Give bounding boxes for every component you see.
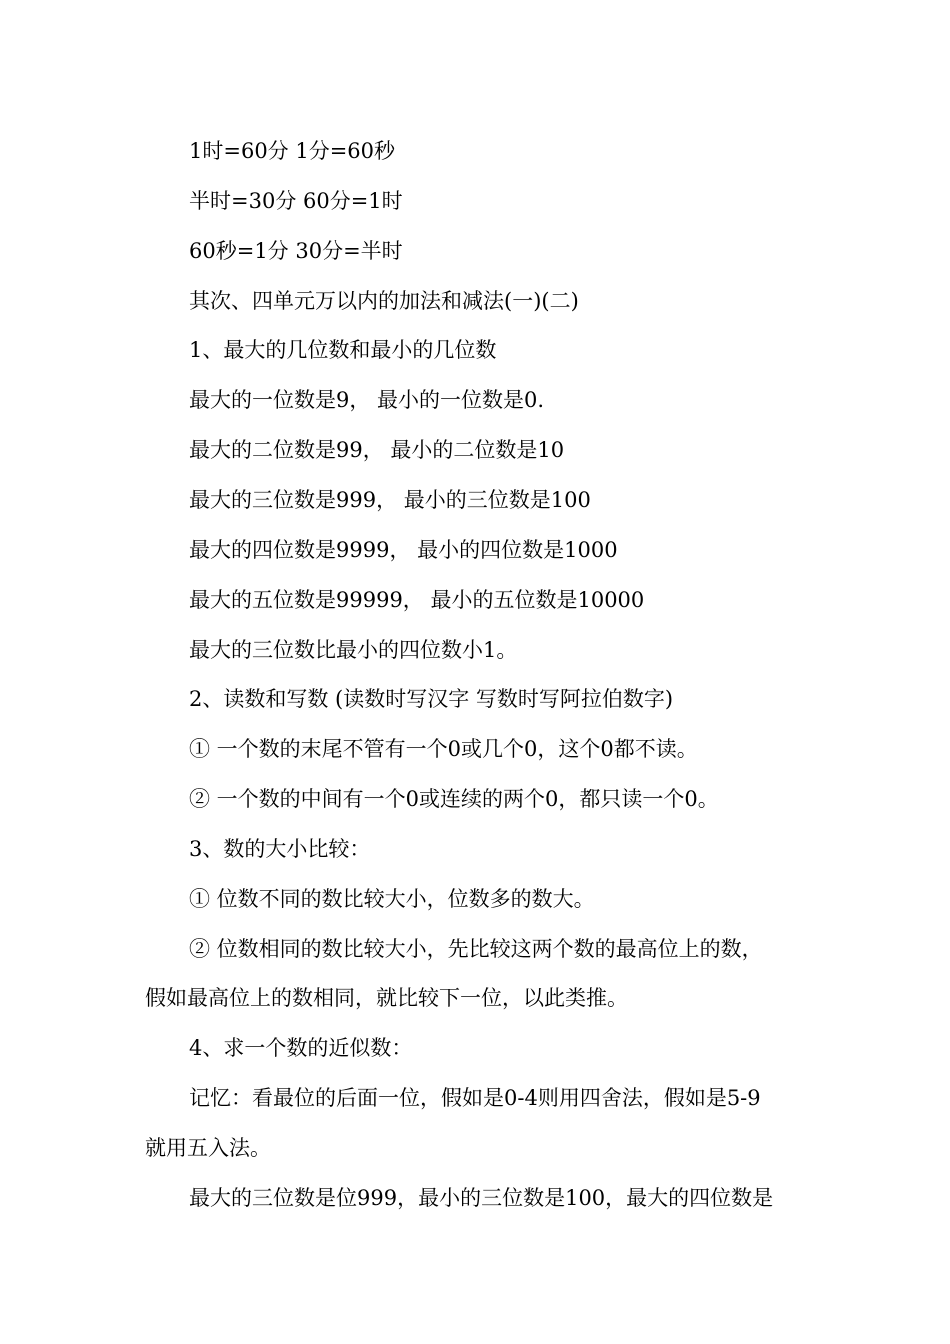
paragraph-line: 最大的五位数是99999， 最小的五位数是10000 — [189, 588, 645, 612]
subsection-heading-1: 1、最大的几位数和最小的几位数 — [189, 338, 497, 362]
subsection-heading-4: 4、求一个数的近似数： — [189, 1036, 413, 1060]
time-conversion-line-1: 1时=60分 1分=60秒 — [189, 139, 396, 163]
time-conversion-line-3: 60秒=1分 30分=半时 — [189, 239, 403, 263]
paragraph-line: 最大的三位数是999， 最小的三位数是100 — [189, 488, 591, 512]
paragraph-line: 最大的四位数是9999， 最小的四位数是1000 — [189, 538, 618, 562]
rule-line: ① 一个数的末尾不管有一个0或几个0，这个0都不读。 — [189, 737, 698, 761]
rule-line-continuation: 假如最高位上的数相同，就比较下一位，以此类推。 — [145, 986, 628, 1010]
section-heading: 其次、四单元万以内的加法和减法(一)(二) — [189, 289, 579, 313]
subsection-heading-3: 3、数的大小比较： — [189, 837, 371, 861]
rule-line: ② 位数相同的数比较大小，先比较这两个数的最高位上的数， — [189, 937, 763, 961]
paragraph-line: 最大的三位数是位999，最小的三位数是100，最大的四位数是 — [189, 1186, 774, 1210]
paragraph-line-continuation: 就用五入法。 — [145, 1136, 271, 1160]
paragraph-line: 最大的三位数比最小的四位数小1。 — [189, 638, 518, 662]
paragraph-line: 最大的一位数是9， 最小的一位数是0. — [189, 388, 545, 412]
paragraph-line: 记忆：看最位的后面一位，假如是0-4则用四舍法，假如是5-9 — [189, 1086, 761, 1110]
rule-line: ② 一个数的中间有一个0或连续的两个0，都只读一个0。 — [189, 787, 719, 811]
time-conversion-line-2: 半时=30分 60分=1时 — [189, 189, 403, 213]
rule-line: ① 位数不同的数比较大小，位数多的数大。 — [189, 887, 595, 911]
subsection-heading-2: 2、读数和写数 (读数时写汉字 写数时写阿拉伯数字) — [189, 687, 674, 711]
paragraph-line: 最大的二位数是99， 最小的二位数是10 — [189, 438, 565, 462]
